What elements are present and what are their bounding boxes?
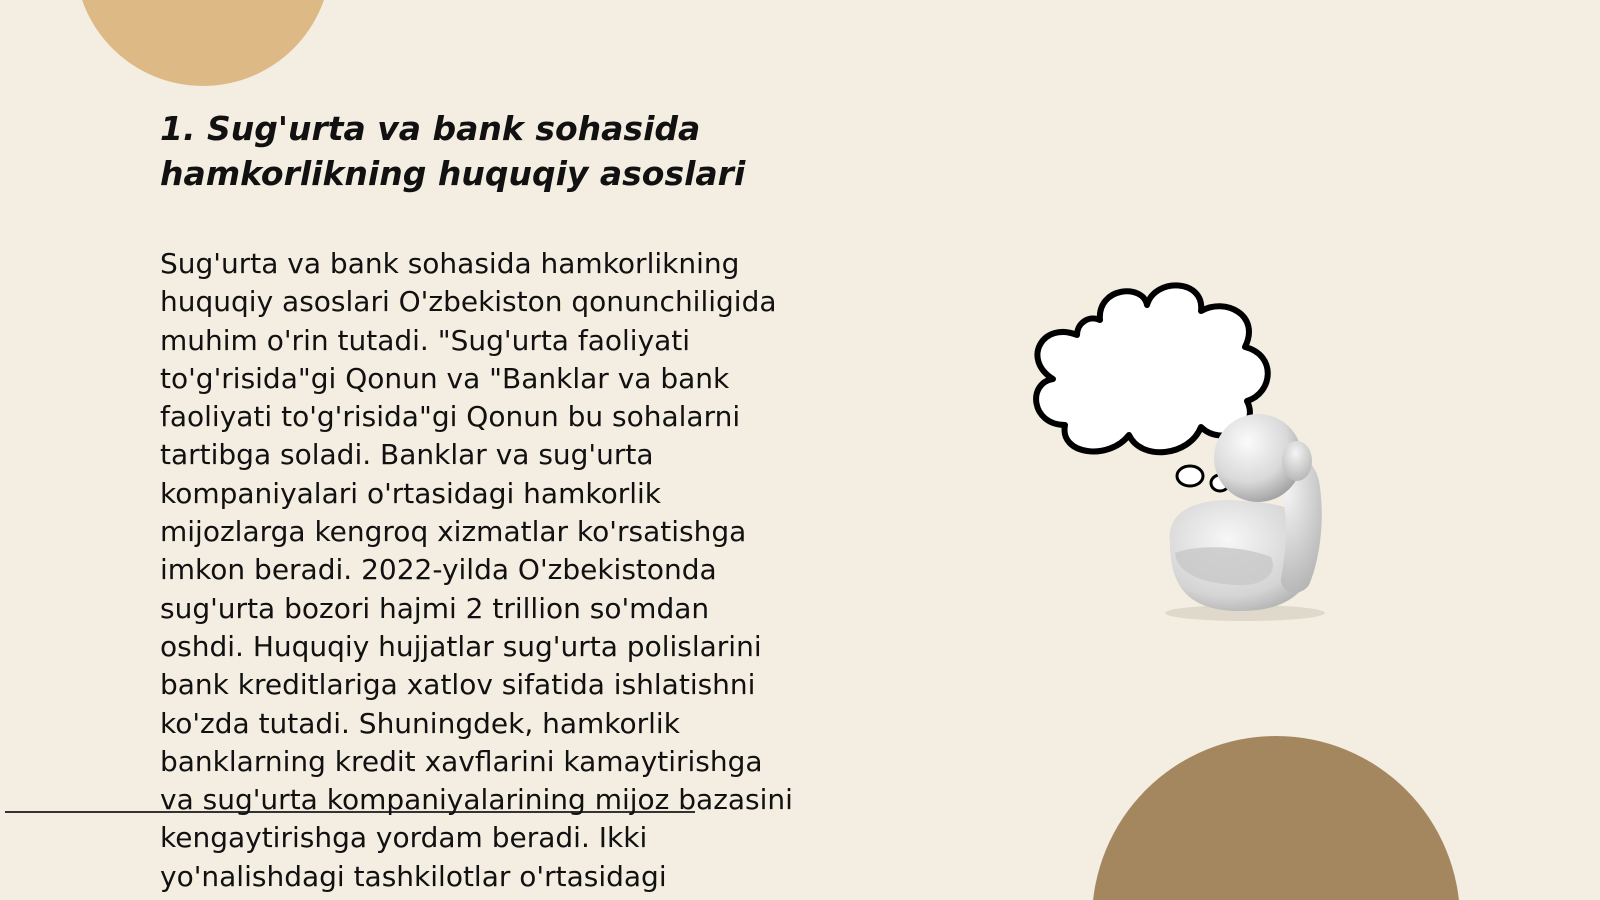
body-text-line: huquqiy asoslari O'zbekiston qonunchiligida bbox=[160, 285, 777, 319]
body-text-line: banklarning kredit xavflarini kamaytirishga bbox=[160, 744, 763, 778]
slide-title: 1. Sug'urta va bank sohasida hamkorlikning huquqiy asoslari bbox=[160, 109, 746, 193]
body-text-line: va sug'urta kompaniyalarining mijoz bazasini bbox=[160, 783, 793, 817]
thinking-person-icon bbox=[1025, 275, 1355, 625]
body-text-line: kengaytirishga yordam beradi. Ikki bbox=[160, 821, 648, 855]
body-text-line: imkon beradi. 2022-yilda O'zbekistonda bbox=[160, 553, 717, 587]
body-text-line: mijozlarga kengroq xizmatlar ko'rsatishga bbox=[160, 515, 747, 549]
decorative-circle-bottom bbox=[1092, 736, 1460, 900]
body-text-line: to'g'risida"gi Qonun va "Banklar va bank bbox=[160, 361, 730, 395]
body-text-line: faoliyati to'g'risida"gi Qonun bu sohalarni bbox=[160, 400, 741, 434]
slide-body-text bbox=[160, 245, 880, 896]
body-text-line: kompaniyalari o'rtasidagi hamkorlik bbox=[160, 476, 661, 510]
body-text-line: ko'zda tutadi. Shuningdek, hamkorlik bbox=[160, 706, 680, 740]
body-text-line: sug'urta bozori hajmi 2 trillion so'mdan bbox=[160, 591, 710, 625]
body-text-line: bank kreditlariga xatlov sifatida ishlatishni bbox=[160, 668, 756, 702]
body-text-line: Sug'urta va bank sohasida hamkorlikning bbox=[160, 247, 740, 280]
decorative-circle-top bbox=[75, 0, 331, 86]
body-text-line: muhim o'rin tutadi. "Sug'urta faoliyati bbox=[160, 323, 691, 357]
body-text-line: tartibga soladi. Banklar va sug'urta bbox=[160, 438, 654, 472]
body-text-line: oshdi. Huquqiy hujjatlar sug'urta polislarini bbox=[160, 629, 762, 663]
body-text-line: yo'nalishdagi tashkilotlar o'rtasidagi bbox=[160, 859, 667, 893]
